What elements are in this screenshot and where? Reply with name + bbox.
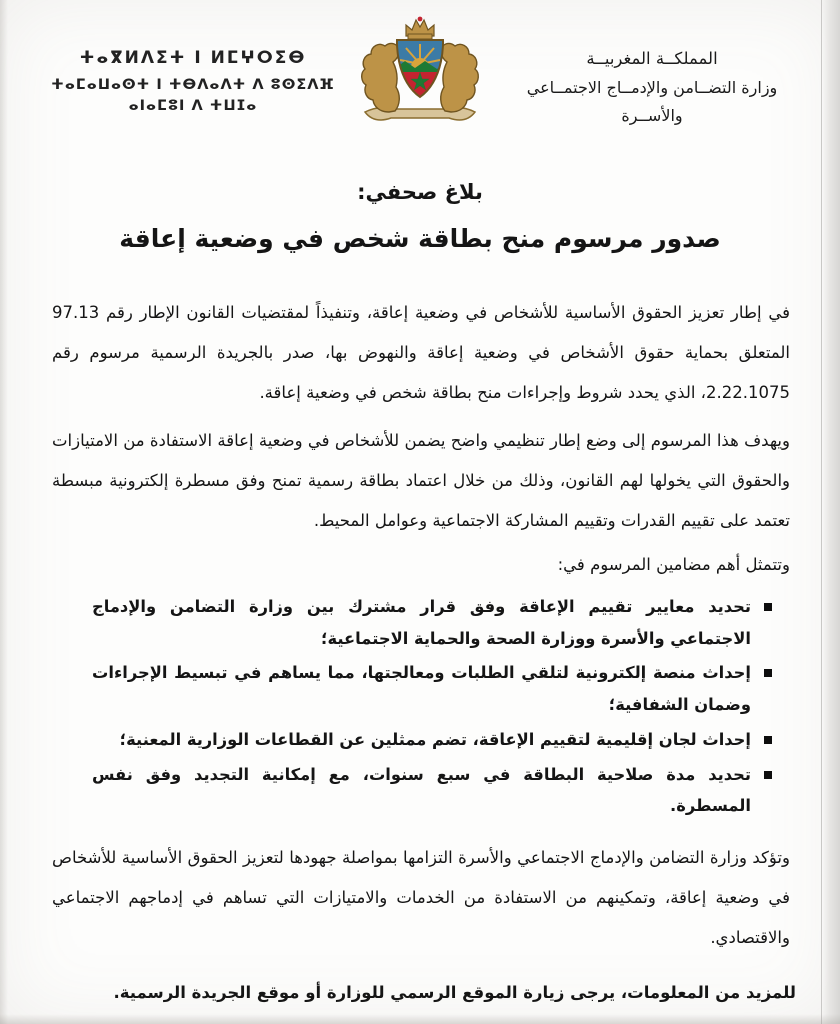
photo-edge-right bbox=[821, 0, 840, 1024]
paragraph-legal-context: في إطار تعزيز الحقوق الأساسية للأشخاص في وضعية إعاقة، وتنفيذاً لمقتضيات القانون الإطار رقم 97.13 المتعلق بحماية حقوق الأشخاص في وضعية إعاقة والنهوض بها، صدر بالجريدة الرسمية مرسوم رقم 2.22.1075، الذي يحدد شروط وإجراءات منح بطاقة شخص في وضعية إعاقة. bbox=[52, 303, 790, 402]
square-bullet-icon bbox=[764, 669, 772, 677]
list-item-text: تحديد مدة صلاحية البطاقة في سبع سنوات، مع إمكانية التجديد وفق نفس المسطرة. bbox=[92, 764, 751, 816]
tifinagh-ministry-line-1: ⵜⴰⵎⴰⵡⴰⵙⵜ ⵏ ⵜⴱⴷⴰⴷⵜ ⴷ ⵓⵙⵉⴷⴼ bbox=[51, 77, 335, 93]
crown-jewel bbox=[418, 17, 423, 22]
photo-edge-left bbox=[0, 0, 8, 1024]
document-body bbox=[0, 293, 840, 958]
ministry-name-line-1: وزارة التضــامن والإدمــاج الاجتمــاعي bbox=[526, 77, 778, 97]
coat-of-arms-graphic bbox=[345, 12, 495, 138]
decree-subtitle: صدور مرسوم منح بطاقة شخص في وضعية إعاقة bbox=[119, 224, 721, 253]
bullets-lead: وتتمثل أهم مضامين المرسوم في: bbox=[557, 554, 790, 574]
crown-band bbox=[408, 34, 432, 39]
decree-contents-list bbox=[52, 591, 790, 822]
kingdom-name-arabic: المملكــة المغربيــة bbox=[586, 49, 718, 68]
photo-edge-bottom bbox=[0, 1014, 840, 1024]
document-header bbox=[0, 0, 840, 142]
square-bullet-icon bbox=[764, 736, 772, 744]
ministry-header-arabic bbox=[502, 44, 802, 131]
press-release-title: بلاغ صحفي: bbox=[357, 180, 483, 204]
tifinagh-header bbox=[48, 48, 338, 114]
right-lion bbox=[441, 44, 479, 112]
tifinagh-ministry-line-2: ⴰⵏⴰⵎⵓⵏ ⴷ ⵜⵡⵊⴰ bbox=[128, 98, 258, 114]
list-item-assessment-criteria bbox=[92, 591, 772, 655]
footer-note: للمزيد من المعلومات، يرجى زيارة الموقع الرسمي للوزارة أو موقع الجريدة الرسمية. bbox=[113, 983, 796, 1002]
list-item-card-validity bbox=[92, 759, 772, 823]
square-bullet-icon bbox=[764, 603, 772, 611]
paragraph-ministry-commitment: وتؤكد وزارة التضامن والإدماج الاجتماعي والأسرة التزامها بمواصلة جهودها لتعزيز الحقوق الأساسية للأشخاص في وضعية إعاقة، وتمكينهم من الاستفادة من الخدمات والامتيازات التي تساهم في إدماجهم الاجتماعي والاقتصادي. bbox=[52, 848, 790, 948]
square-bullet-icon bbox=[764, 771, 772, 779]
ministry-name-line-2: والأســرة bbox=[621, 106, 683, 126]
paragraph-decree-objective: ويهدف هذا المرسوم إلى وضع إطار تنظيمي واضح يضمن للأشخاص في وضعية إعاقة الاستفادة من الامتيازات والحقوق التي يخولها لهم القانون، وذلك من خلال اعتماد بطاقة رسمية تمنح وفق مسطرة إلكترونية مبسطة تعتمد على تقييم القدرات وتقييم المشاركة الاجتماعية وعوامل المحيط. bbox=[52, 430, 790, 530]
tifinagh-kingdom-line: ⵜⴰⴳⵍⴷⵉⵜ ⵏ ⵍⵎⵖⵔⵉⴱ bbox=[79, 48, 307, 68]
list-item-text: إحداث لجان إقليمية لتقييم الإعاقة، تضم ممثلين عن القطاعات الوزارية المعنية؛ bbox=[119, 729, 751, 749]
list-item-text: تحديد معايير تقييم الإعاقة وفق قرار مشترك بين وزارة التضامن والإدماج الاجتماعي والأسرة ووزارة الصحة والحماية الاجتماعية؛ bbox=[92, 596, 751, 648]
moroccan-coat-of-arms bbox=[345, 12, 495, 142]
list-item-regional-committees bbox=[92, 724, 772, 756]
list-item-electronic-platform bbox=[92, 657, 772, 721]
list-item-text: إحداث منصة إلكترونية لتلقي الطلبات ومعالجتها، مما يساهم في تبسيط الإجراءات وضمان الشفافية؛ bbox=[92, 663, 751, 715]
left-lion bbox=[362, 44, 400, 112]
